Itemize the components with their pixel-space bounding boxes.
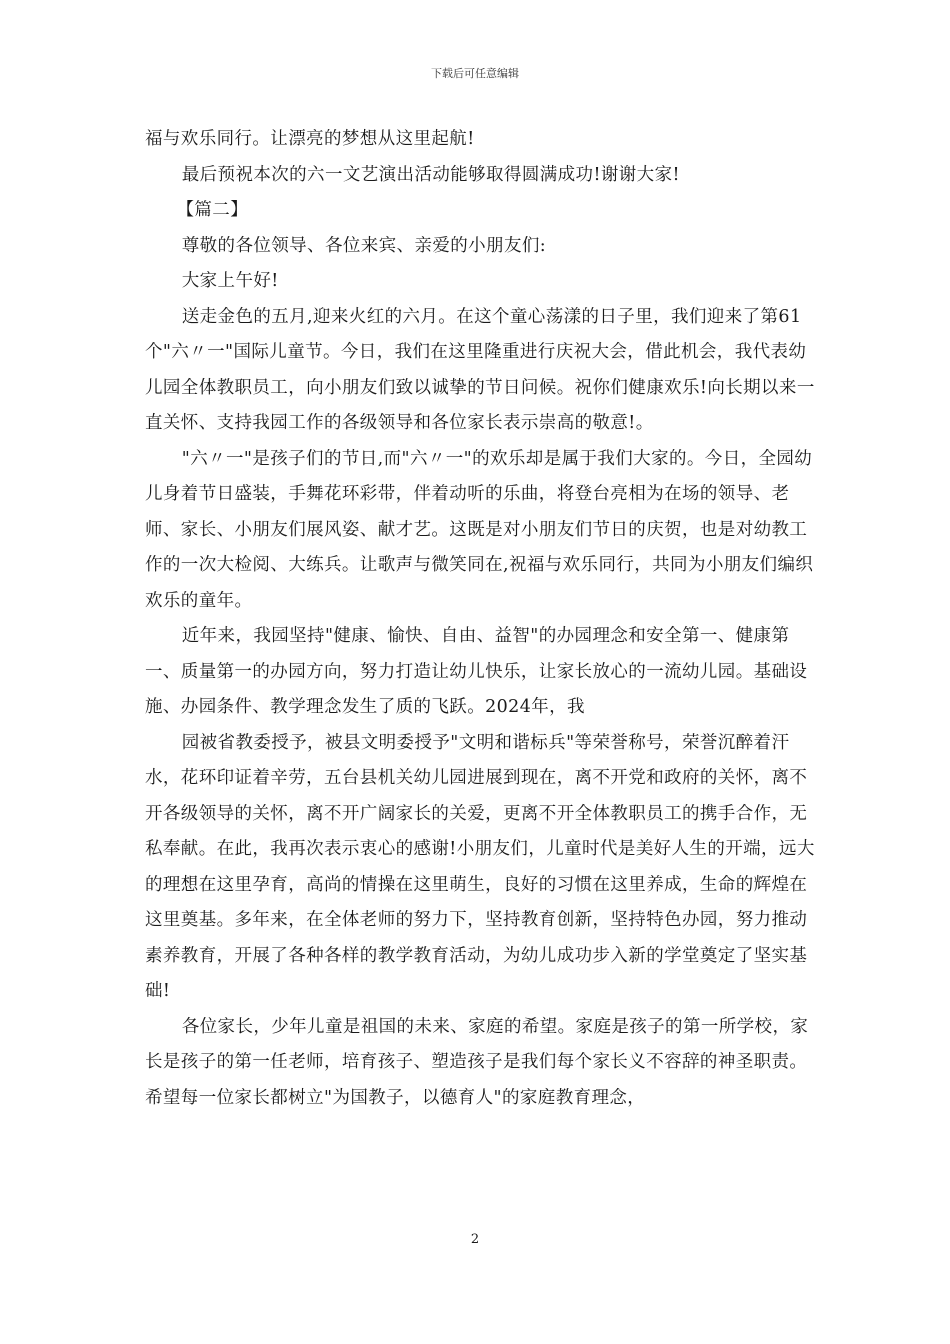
document-body [145, 122, 815, 1116]
greeting: 大家上午好! [181, 271, 279, 291]
paragraph: 各位家长，少年儿童是祖国的未来、家庭的希望。家庭是孩子的第一所学校，家长是孩子的第一任老师，培育孩子、塑造孩子是我们每个家长义不容辞的神圣职责。希望每一位家长都树立"为国教子，以德育人"的家庭教育理念， [145, 1016, 809, 1108]
paragraph: 近年来，我园坚持"健康、愉快、自由、益智"的办园理念和安全第一、健康第一、质量第一的办园方向，努力打造让幼儿快乐，让家长放心的一流幼儿园。基础设施、办园条件、教学理念发生了质的飞跃。2024年，我 [145, 626, 808, 717]
paragraph: 园被省教委授予，被县文明委授予"文明和谐标兵"等荣誉称号，荣誉沉醉着汗水，花环印证着辛劳，五台县机关幼儿园进展到现在，离不开党和政府的关怀，离不开各级领导的关怀，离不开广阔家长的关爱，更离不开全体教职员工的携手合作，无私奉献。在此，我再次表示衷心的感谢!小朋友们，儿童时代是美好人生的开端，远大的理想在这里孕育，高尚的情操在这里萌生，良好的习惯在这里养成，生命的辉煌在这里奠基。多年来，在全体老师的努力下，坚持教育创新，坚持特色办园，努力推动素养教育，开展了各种各样的教学教育活动，为幼儿成功步入新的学堂奠定了坚实基础! [145, 732, 815, 1001]
page-header-note: 下载后可任意编辑 [431, 67, 519, 80]
page-number: 2 [470, 1232, 480, 1247]
paragraph: "六〃一"是孩子们的节日,而"六〃一"的欢乐却是属于我们大家的。今日，全园幼儿身着节日盛装，手舞花环彩带，伴着动听的乐曲，将登台亮相为在场的领导、老师、家长、小朋友们展风姿、献才艺。这既是对小朋友们节日的庆贺，也是对幼教工作的一次大检阅、大练兵。让歌声与微笑同在,祝福与欢乐同行，共同为小朋友们编织欢乐的童年。 [145, 448, 814, 611]
paragraph: 福与欢乐同行。让漂亮的梦想从这里起航! [145, 129, 475, 149]
paragraph: 最后预祝本次的六一文艺演出活动能够取得圆满成功!谢谢大家! [181, 164, 680, 185]
salutation: 尊敬的各位领导、各位来宾、亲爱的小朋友们: [181, 235, 547, 256]
paragraph: 送走金色的五月,迎来火红的六月。在这个童心荡漾的日子里，我们迎来了第61个"六〃一"国际儿童节。今日，我们在这里隆重进行庆祝大会，借此机会，我代表幼儿园全体教职员工，向小朋友们致以诚挚的节日问候。祝你们健康欢乐!向长期以来一直关怀、支持我园工作的各级领导和各位家长表示崇高的敬意!。 [145, 306, 815, 433]
section-heading: 【篇二】 [176, 200, 249, 220]
